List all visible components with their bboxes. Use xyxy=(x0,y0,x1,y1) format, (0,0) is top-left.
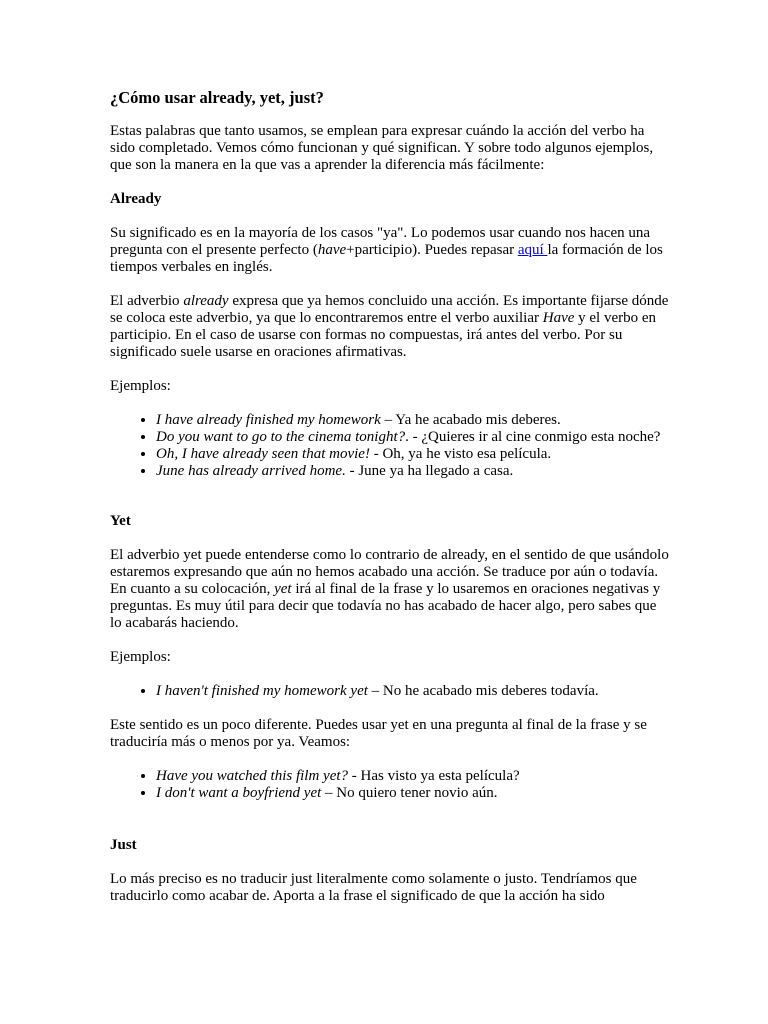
text-span: El adverbio xyxy=(110,293,184,309)
example-spanish: – No he acabado mis deberes todavía. xyxy=(367,683,599,699)
italic-term: already xyxy=(183,293,229,309)
list-item xyxy=(156,683,670,700)
just-paragraph-1: Lo más preciso es no traducir just literalmente como solamente o justo. Tendríamos que traducirlo como acabar de. Aporta a la frase el significado de que la acción ha sido xyxy=(110,871,637,904)
text-span: Su significado es en la mayoría de los casos "ya". Lo podemos usar cuando nos hacen una pregunta con el presente perfecto ( xyxy=(110,225,651,258)
example-spanish: – Ya he acabado mis deberes. xyxy=(380,412,561,428)
italic-term: have xyxy=(317,242,347,258)
example-english: I don't want a boyfriend yet xyxy=(156,785,322,801)
link-aqui[interactable]: aquí xyxy=(517,242,548,258)
text-span: El adverbio yet puede entenderse como lo contrario de already, en el sentido de que usándolo estaremos expresando que aún no hemos acabado una acción. Se traduce por aún o todavía. En cuanto a su colocación, xyxy=(110,547,669,597)
document-content xyxy=(110,88,670,905)
yet-paragraph-1 xyxy=(110,547,670,632)
list-item xyxy=(156,446,670,463)
section-heading-just: Just xyxy=(110,837,137,853)
page-title: ¿Cómo usar already, yet, just? xyxy=(110,88,324,107)
list-item xyxy=(156,429,670,446)
yet-examples-list xyxy=(110,683,670,700)
examples-label: Ejemplos: xyxy=(110,378,171,394)
list-item xyxy=(156,463,670,480)
example-spanish: - Has visto ya esta película? xyxy=(348,768,520,784)
list-item xyxy=(156,412,670,429)
text-span: la formación de los tiempos verbales en inglés. xyxy=(110,242,663,275)
intro-paragraph: Estas palabras que tanto usamos, se emplean para expresar cuándo la acción del verbo ha sido completado. Vemos cómo funcionan y qué significan. Y sobre todo algunos ejemplos, que son la manera en la que vas a aprender la diferencia más fácilmente: xyxy=(110,123,654,173)
already-paragraph-2 xyxy=(110,293,670,361)
example-english: Oh, I have already seen that movie! xyxy=(156,446,370,462)
example-english: I haven't finished my homework yet xyxy=(156,683,368,699)
list-item xyxy=(156,785,670,802)
already-examples-list xyxy=(110,412,670,480)
example-english: Do you want to go to the cinema tonight? xyxy=(156,429,406,445)
text-span: y el verbo en participio. En el caso de usarse con formas no compuestas, irá antes del verbo. Por su significado suele usarse en oraciones afirmativas. xyxy=(110,310,657,360)
text-span: expresa que ya hemos concluido una acción. Es importante fijarse dónde se coloca este adverbio, ya que lo encontraremos entre el verbo auxiliar xyxy=(110,293,669,326)
examples-label: Ejemplos: xyxy=(110,649,171,665)
example-spanish: . - ¿Quieres ir al cine conmigo esta noche? xyxy=(405,429,661,445)
example-english: June has already arrived home. xyxy=(156,463,346,479)
example-english: Have you watched this film yet? xyxy=(156,768,349,784)
yet-paragraph-2: Este sentido es un poco diferente. Puedes usar yet en una pregunta al final de la frase y se traduciría más o menos por ya. Veamos: xyxy=(110,717,647,750)
section-heading-yet: Yet xyxy=(110,513,131,529)
example-spanish: - Oh, ya he visto esa película. xyxy=(369,446,552,462)
italic-term: yet xyxy=(274,581,292,597)
italic-term: Have xyxy=(542,310,575,326)
already-paragraph-1 xyxy=(110,225,670,276)
example-spanish: - June ya ha llegado a casa. xyxy=(345,463,514,479)
text-span: +participio). Puedes repasar xyxy=(346,242,518,258)
example-spanish: – No quiero tener novio aún. xyxy=(321,785,498,801)
yet-examples-list-2 xyxy=(110,768,670,802)
text-span: irá al final de la frase y lo usaremos en oraciones negativas y preguntas. Es muy útil para decir que todavía no has acabado de hacer algo, pero sabes que lo acabarás haciendo. xyxy=(110,581,661,631)
section-heading-already: Already xyxy=(110,191,162,207)
list-item xyxy=(156,768,670,785)
example-english: I have already finished my homework xyxy=(156,412,381,428)
